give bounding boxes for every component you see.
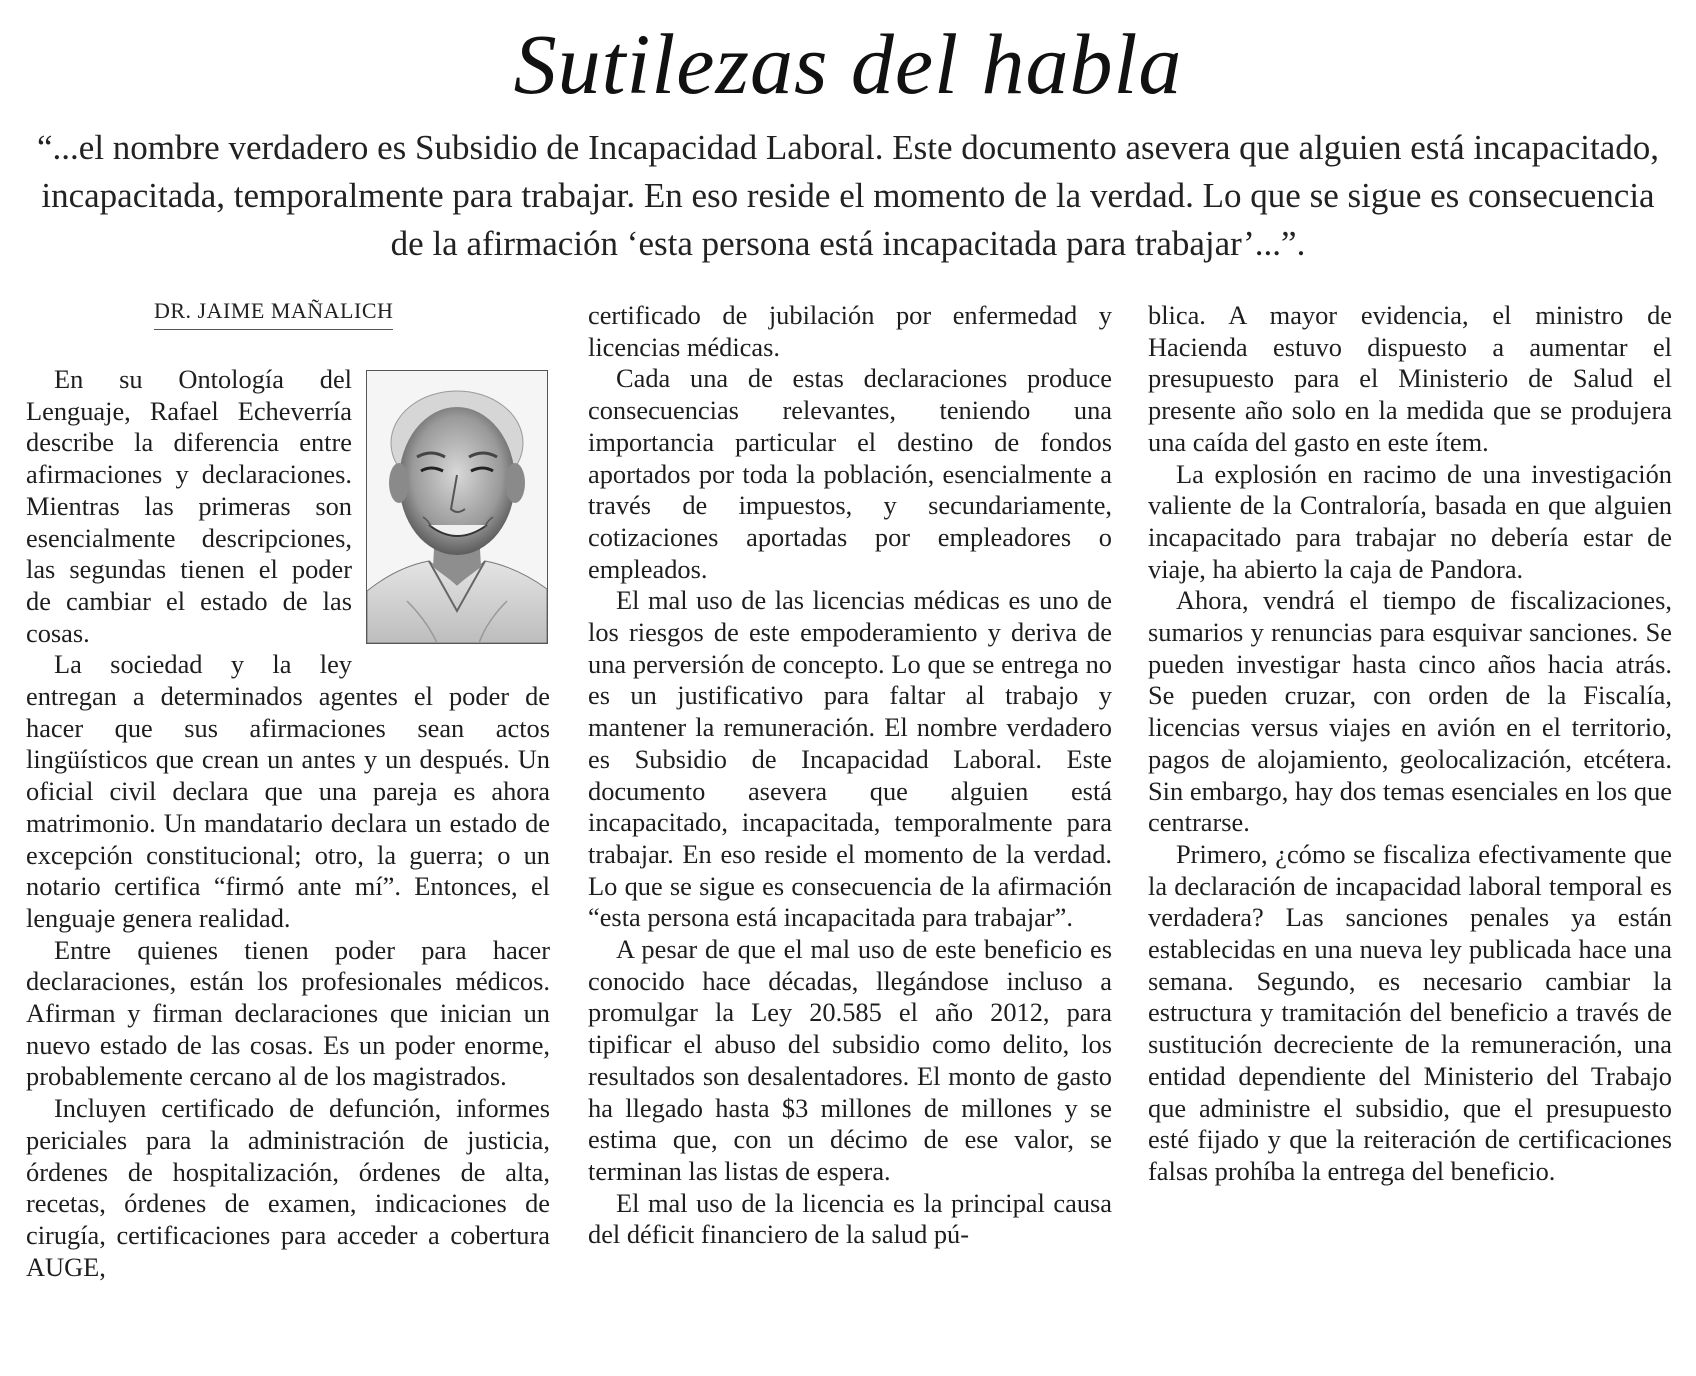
body-paragraph: Ahora, vendrá el tiempo de fiscalizaciones, sumarios y renuncias para esquivar sanciones. Se pueden investigar hasta cinco años hacia atrás. Se pueden cruzar, con orden de la Fiscalía, licencias versus viajes en avión en el territorio, pagos de alojamiento, geolocalización, etcétera. Sin embargo, hay dos temas esenciales en los que centrarse.: [1148, 585, 1672, 838]
body-paragraph: El mal uso de las licencias médicas es uno de los riesgos de este empoderamiento y deriva de una perversión de concepto. Lo que se entrega no es un justificativo para faltar al trabajo y mantener la remuneración. El nombre verdadero es Subsidio de Incapacidad Laboral. Este documento asevera que alguien está incapacitado, incapacitada, temporalmente para trabajar. En eso reside el momento de la verdad. Lo que se sigue es consecuencia de la afirmación “esta persona está incapacitada para trabajar”.: [588, 585, 1112, 933]
body-paragraph: El mal uso de la licencia es la principal causa del déficit financiero de la salud pú-: [588, 1187, 1112, 1250]
body-paragraph: Primero, ¿cómo se fiscaliza efectivamente que la declaración de incapacidad laboral temporal es verdadera? Las sanciones penales ya están establecidas en una nueva ley publicada hace una semana. Segundo, es necesario cambiar la estructura y tramitación del beneficio a través de sustitución decreciente de la remuneración, una entidad dependiente del Ministerio del Trabajo que administre el subsidio, que el presupuesto esté fijado y que la reiteración de certificaciones falsas prohíba la entrega del beneficio.: [1148, 838, 1672, 1186]
body-paragraph: [26, 364, 550, 649]
article-title: Sutilezas del habla: [513, 16, 1183, 112]
body-column-3: [1148, 300, 1672, 1188]
body-paragraph-continued: blica. A mayor evidencia, el ministro de Hacienda estuvo dispuesto a aumentar el presupuesto para el Ministerio de Salud el presente año solo en la medida que se produjera una caída del gasto en este ítem.: [1148, 300, 1672, 457]
body-paragraph: Cada una de estas declaraciones produce consecuencias relevantes, teniendo una importancia particular el destino de fondos aportados por toda la población, esencialmente a través de impuestos, y secundariamente, cotizaciones aportadas por empleadores o empleados.: [588, 363, 1112, 584]
body-paragraph: Incluyen certificado de defunción, informes periciales para la administración de justicia, órdenes de hospitalización, órdenes de alta, recetas, órdenes de examen, indicaciones de cirugía, certificaciones para acceder a cobertura AUGE,: [26, 1093, 550, 1282]
portrait-illustration: [367, 371, 547, 643]
body-paragraph: A pesar de que el mal uso de este beneficio es conocido hace décadas, llegándose incluso a promulgar la Ley 20.585 el año 2012, para tipificar el abuso del subsidio como delito, los resultados son desalentadores. El monto de gasto ha llegado hasta $3 millones de millones y se estima que, con un décimo de ese valor, se terminan las listas de espera.: [588, 934, 1112, 1186]
body-column-1: [26, 364, 550, 1283]
body-paragraph: Entre quienes tienen poder para hacer declaraciones, están los profesionales médicos. Afirman y firman declaraciones que inician un nuevo estado de las cosas. Es un poder enorme, probablemente cercano al de los magistrados.: [26, 934, 550, 1092]
body-column-2: [588, 300, 1112, 1251]
body-paragraph: La explosión en racimo de una investigación valiente de la Contraloría, basada en que alguien incapacitado para trabajar no debería estar de viaje, ha abierto la caja de Pandora.: [1148, 458, 1672, 584]
article-deck-quote: “...el nombre verdadero es Subsidio de Incapacidad Laboral. Este documento asevera que alguien está incapacitado, incapacitada, temporalmente para trabajar. En eso reside el momento de la verdad. Lo que se sigue es consecuencia de la afirmación ‘esta persona está incapacitada para trabajar’...”.: [37, 128, 1659, 263]
author-byline: DR. JAIME MAÑALICH: [154, 298, 393, 330]
author-photo: [366, 370, 548, 644]
author-photo-wrapper: [366, 370, 550, 648]
body-paragraph-continued: certificado de jubilación por enfermedad y licencias médicas.: [588, 300, 1112, 362]
paragraph-text: En su Ontología del Lenguaje, Rafael Echeverría describe la diferencia entre afirmaciones y declaraciones. Mientras las primeras son esencialmente descripciones, las segundas tienen el poder de cambiar el estado de las cosas.: [26, 364, 352, 648]
body-paragraph: La sociedad y la ley entregan a determinados agentes el poder de hacer que sus afirmaciones sean actos lingüísticos que crean un antes y un después. Un oficial civil declara que una pareja es ahora matrimonio. Un mandatario declara un estado de excepción constitucional; otro, la guerra; o un notario certifica “firmó ante mí”. Entonces, el lenguaje genera realidad.: [26, 649, 550, 933]
